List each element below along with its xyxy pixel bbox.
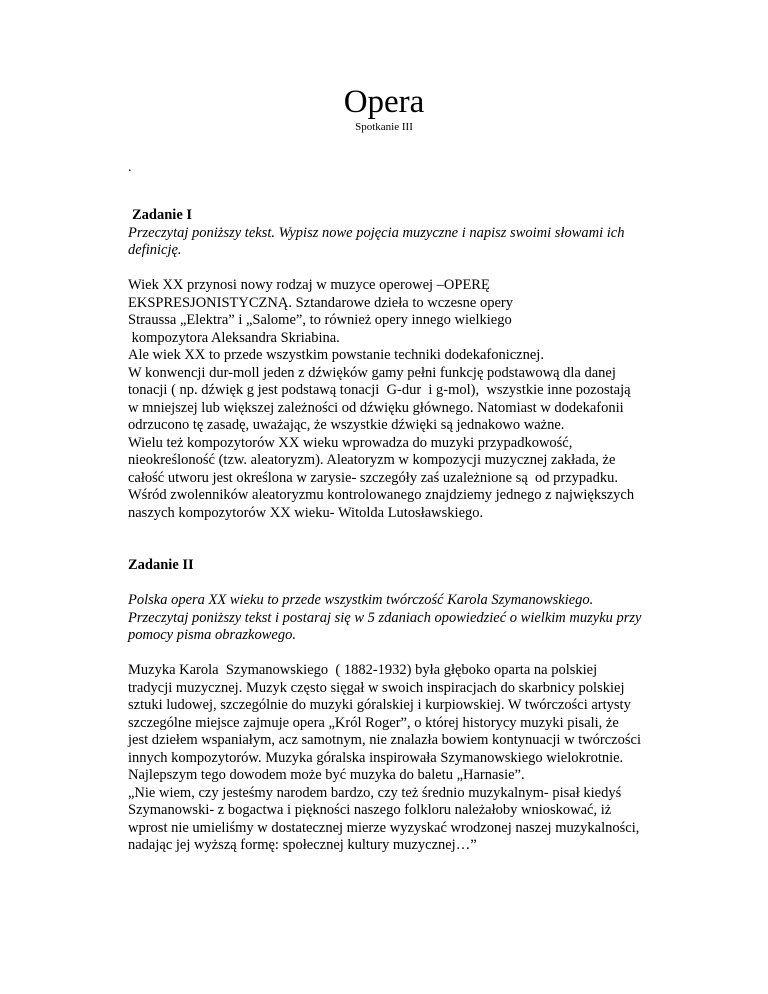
body-line: „Nie wiem, czy jesteśmy narodem bardzo, czy też średnio muzykalnym- pisał kiedyś — [128, 784, 622, 801]
body-line: wprost nie umieliśmy w dostatecznej mierze wyzyskać wrodzonej naszej muzykalności, — [128, 819, 640, 836]
body-line: Straussa „Elektra” i „Salome”, to również opery innego wielkiego — [128, 312, 512, 328]
instruction-line: Przeczytaj poniższy tekst. Wypisz nowe pojęcia muzyczne i napisz swoimi słowami ich — [128, 224, 625, 241]
body-line: nadając jej wyższą formę: społecznej kultury muzycznej…” — [128, 837, 477, 853]
body-line: sztuki ludowej, szczególnie do muzyki góralskiej i kurpiowskiej. W twórczości artysty — [128, 697, 631, 713]
document-content — [128, 207, 688, 855]
body-line: jest dziełem wspaniałym, acz samotnym, nie znalazła bowiem kontynuacji w twórczości — [128, 732, 641, 748]
instruction-line: Polska opera XX wieku to przede wszystkim twórczość Karola Szymanowskiego. — [128, 592, 594, 608]
body-line: Wiek XX przynosi nowy rodzaj w muzyce operowej –OPERĘ — [128, 277, 490, 293]
instruction-line: Przeczytaj poniższy tekst i postaraj się w 5 zdaniach opowiedzieć o wielkim muzyku przy — [128, 609, 642, 626]
body-line: Ale wiek XX to przede wszystkim powstanie techniki dodekafonicznej. — [128, 347, 544, 363]
task-1-body — [128, 277, 688, 522]
body-line: innych kompozytorów. Muzyka góralska inspirowała Szymanowskiego wielokrotnie. — [128, 749, 624, 766]
body-line: Wśród zwolenników aleatoryzmu kontrolowanego znajdziemy jednego z największych — [128, 487, 635, 503]
document-subtitle: Spotkanie III — [355, 121, 413, 133]
task-1-heading: Zadanie I — [132, 207, 193, 223]
task-2-body — [128, 662, 688, 855]
body-line: Szymanowski- z bogactwa i piękności naszego folkloru należałoby wnioskować, iż — [128, 802, 612, 818]
instruction-line: pomocy pisma obrazkowego. — [128, 627, 296, 643]
body-line: szczególne miejsce zajmuje opera „Król Roger”, o której historycy muzyki pisali, że — [128, 714, 619, 731]
body-line: Muzyka Karola Szymanowskiego ( 1882-1932) była głęboko oparta na polskiej — [128, 662, 598, 678]
body-line: kompozytora Aleksandra Skriabina. — [128, 329, 340, 346]
body-line: nieokreśloność (tzw. aleatoryzm). Aleatoryzm w kompozycji muzycznej zakłada, że — [128, 452, 616, 468]
document-title: Opera — [343, 84, 425, 120]
task-2-section — [128, 557, 688, 855]
task-1-section — [128, 207, 688, 522]
body-line: EKSPRESJONISTYCZNĄ. Sztandarowe dzieła to wczesne opery — [128, 294, 513, 311]
body-line: Wielu też kompozytorów XX wieku wprowadza do muzyki przypadkowość, — [128, 434, 573, 451]
body-line: Najlepszym tego dowodem może być muzyka do baletu „Harnasie”. — [128, 767, 525, 783]
body-line: naszych kompozytorów XX wieku- Witolda Lutosławskiego. — [128, 504, 484, 521]
body-line: odrzucono tę zasadę, uważając, że wszystkie dźwięki są jednakowo ważne. — [128, 417, 565, 433]
separator-dot: . — [128, 160, 132, 175]
body-line: całość utworu jest określona w zarysie- szczegóły zaś uzależnione są od przypadku. — [128, 469, 618, 486]
body-line: w mniejszej lub większej zależności od dźwięku głównego. Natomiast w dodekafonii — [128, 399, 624, 416]
task-2-heading: Zadanie II — [128, 557, 194, 573]
body-line: W konwencji dur-moll jeden z dźwięków gamy pełni funkcję podstawową dla danej — [128, 364, 616, 381]
body-line: tradycji muzycznej. Muzyk często sięgał w swoich inspiracjach do skarbnicy polskiej — [128, 679, 625, 696]
instruction-line: definicję. — [128, 242, 182, 258]
task-1-instruction — [128, 225, 688, 260]
task-2-instruction — [128, 592, 688, 645]
body-line: tonacji ( np. dźwięk g jest podstawą tonacji G-dur i g-mol), wszystkie inne pozostają — [128, 382, 631, 398]
